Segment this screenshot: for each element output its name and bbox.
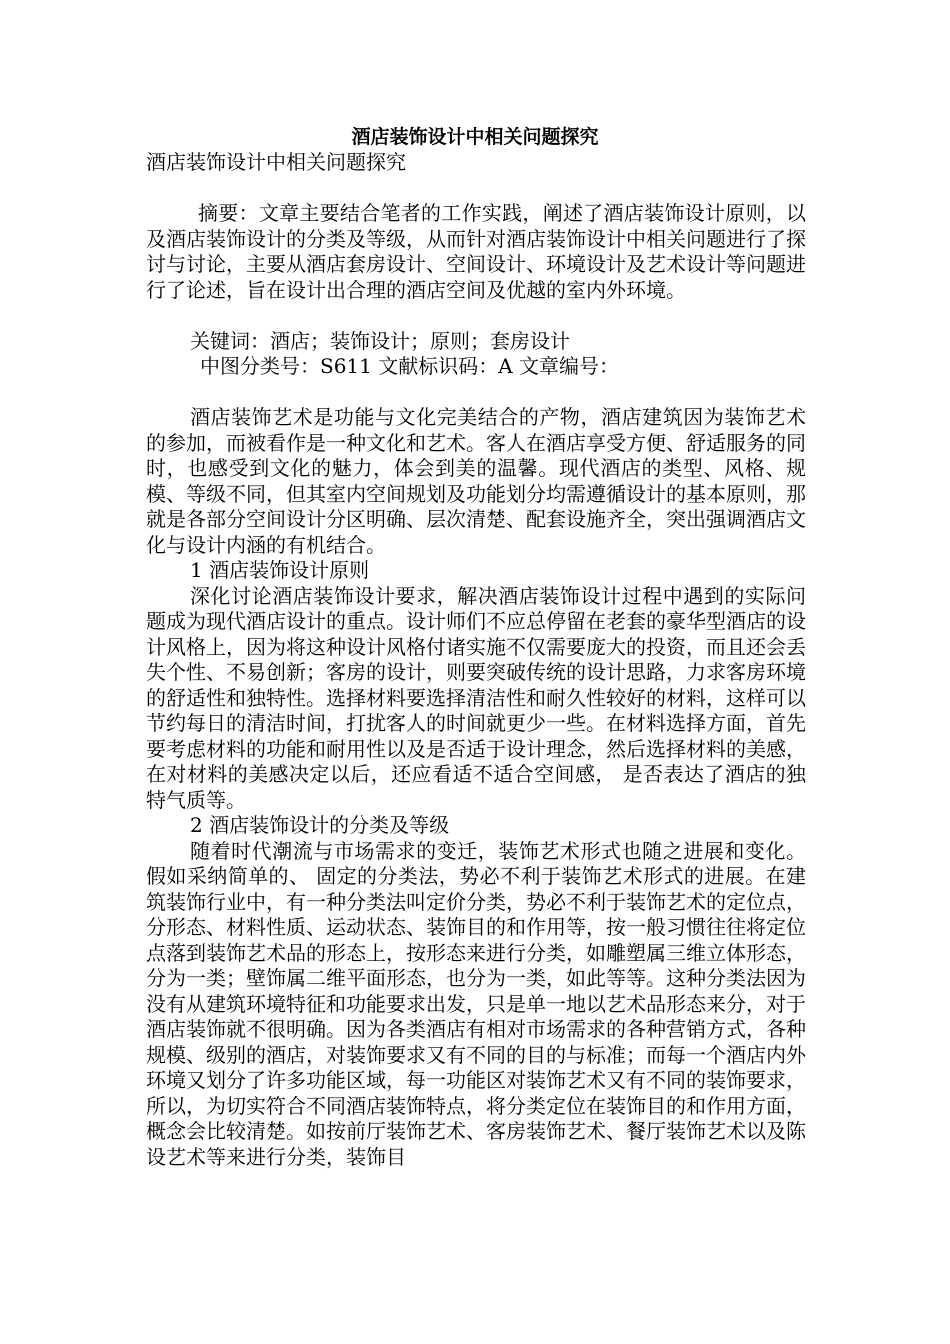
- document-body: [146, 150, 806, 1170]
- section-1-paragraph: 深化讨论酒店装饰设计要求，解决酒店装饰设计过程中遇到的实际问题成为现代酒店设计的重点。设计师们不应总停留在老套的豪华型酒店的设计风格上，因为将这种设计风格付诸实施不仅需要庞大的投资，而且还会丢失个性、不易创新；客房的设计，则要突破传统的设计思路，力求客房环境的舒适性和独特性。选择材料要选择清洁性和耐久性较好的材料，这样可以节约每日的清洁时间，打扰客人的时间就更少一些。在材料选择方面，首先要考虑材料的功能和耐用性以及是否适于设计理念，然后选择材料的美感，在对材料的美感决定以后，还应看适不适合空间感， 是否表达了酒店的独特气质等。: [146, 583, 806, 812]
- section-1-heading: 1 酒店装饰设计原则: [190, 558, 370, 582]
- classification-line: 中图分类号：S611 文献标识码：A 文章编号：: [200, 354, 620, 378]
- document-subtitle: 酒店装饰设计中相关问题探究: [146, 150, 406, 174]
- intro-paragraph: 酒店装饰艺术是功能与文化完美结合的产物，酒店建筑因为装饰艺术的参加，而被看作是一种文化和艺术。客人在酒店享受方便、舒适服务的同时，也感受到文化的魅力，体会到美的温馨。现代酒店的类型、风格、规模、等级不同，但其室内空间规划及功能划分均需遵循设计的基本原则，那就是各部分空间设计分区明确、层次清楚、配套设施齐全，突出强调酒店文化与设计内涵的有机结合。: [146, 405, 806, 557]
- keywords-line: 关键词：酒店；装饰设计；原则；套房设计: [190, 328, 570, 353]
- abstract-paragraph: 摘要：文章主要结合笔者的工作实践，阐述了酒店装饰设计原则，以及酒店装饰设计的分类及等级，从而针对酒店装饰设计中相关问题进行了探讨与讨论，主要从酒店套房设计、空间设计、环境设计及艺术设计等问题进行了论述，旨在设计出合理的酒店空间及优越的室内外环境。: [146, 201, 806, 302]
- section-2-heading: 2 酒店装饰设计的分类及等级: [190, 813, 450, 837]
- document-title: 酒店装饰设计中相关问题探究: [351, 126, 599, 148]
- section-2-paragraph: 随着时代潮流与市场需求的变迁，装饰艺术形式也随之进展和变化。假如采纳简单的、 固定的分类法，势必不利于装饰艺术形式的进展。在建筑装饰行业中，有一种分类法叫定价分类，势必不利于装饰艺术的定位点，分形态、材料性质、运动状态、装饰目的和作用等，按一般习惯往往将定位点落到装饰艺术品的形态上，按形态来进行分类，如雕塑属三维立体形态，分为一类；壁饰属二维平面形态，也分为一类，如此等等。这种分类法因为没有从建筑环境特征和功能要求出发，只是单一地以艺术品形态来分，对于酒店装饰就不很明确。因为各类酒店有相对市场需求的各种营销方式，各种规模、级别的酒店，对装饰要求又有不同的目的与标准；而每一个酒店内外环境又划分了许多功能区域，每一功能区对装饰艺术又有不同的装饰要求，所以，为切实符合不同酒店装饰特点，将分类定位在装饰目的和作用方面，概念会比较清楚。如按前厅装饰艺术、客房装饰艺术、餐厅装饰艺术以及陈设艺术等来进行分类，装饰目: [146, 838, 806, 1169]
